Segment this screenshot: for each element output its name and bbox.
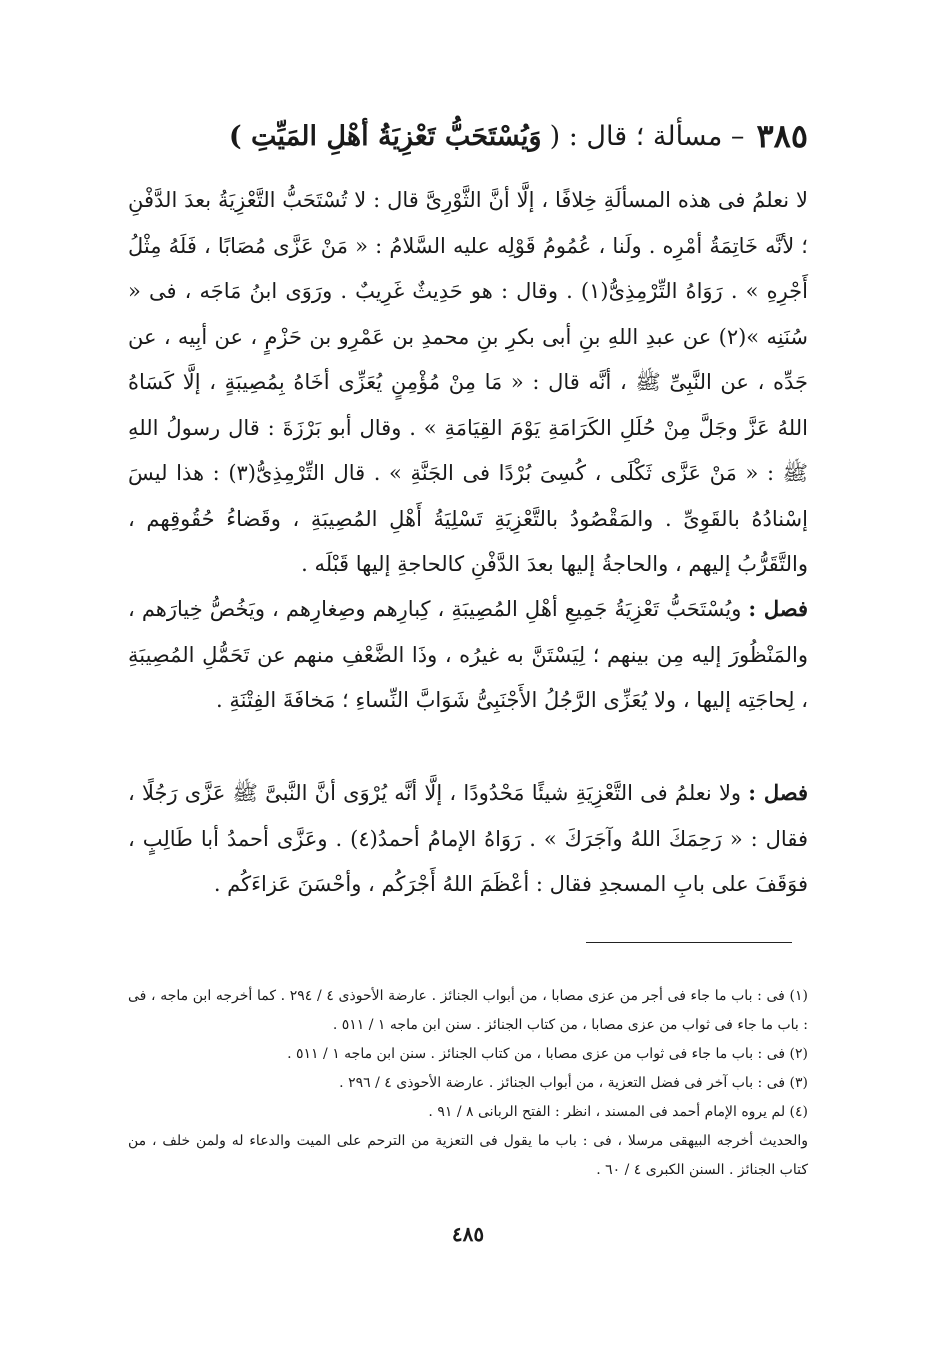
issue-number: ٣٨٥ [756, 117, 808, 155]
issue-heading [228, 112, 808, 160]
footnote-separator [586, 942, 792, 943]
footnote-3: (٣) فى : باب آخر فى فضل التعزية ، من أبواب الجنائز . عارضة الأحوذى ٤ / ٢٩٦ . [339, 1075, 808, 1091]
paragraph-fasl-2 [128, 770, 808, 908]
footnote-4: (٤) لم يروه الإمام أحمد فى المسند ، انظر : الفتح الربانى ٨ / ٩١ . [428, 1104, 808, 1120]
paragraph-text: لا نعلمُ فى هذه المسألَةِ خِلافًا ، إلَّا أنَّ الثَّوْرِىَّ قال : لا تُسْتَحَبُّ التَّعْزِيَةُ بعدَ الدَّفْنِ ؛ لأنَّه خَاتِمَةُ أمْرِه . ولَنا ، عُمُومُ قَوْلِه عليه السَّلامُ : « مَنْ عَزَّى مُصَابًا ، فَلَهُ مِثْلُ أَجْرِهِ » . رَوَاهُ التِّرْمِذِىُّ(١) . وقال : هو حَدِيثٌ غَرِيبٌ . ورَوَى ابنُ مَاجَه ، فى « سُنَنِه »(٢) عن عبدِ اللهِ بنِ أبى بكرِ بنِ محمدِ بن عَمْرِو بن حَزْمٍ ، عن أبِيه ، عن جَدِّه ، عن النَّبِىِّ ﷺ ، أنَّه قال : « مَا مِنْ مُؤْمِنٍ يُعَزِّى أخَاهُ بِمُصِيبَةٍ ، إلَّا كَسَاهُ اللهُ عَزَّ وجَلَّ مِنْ حُلَلِ الكَرَامَةِ يَوْمَ القِيَامَةِ » . وقال أبو بَرْزَةَ : قال رسولُ اللهِ ﷺ : « مَنْ عَزَّى ثَكْلَى ، كُسِىَ بُرْدًا فى الجَنَّةِ » . قال التِّرْمِذِىُّ(٣) : هذا ليسَ إسْنادُهُ بالقَوِىِّ . والمَقْصُودُ بالتَّعْزِيَةِ تَسْلِيَةُ أَهْلِ المُصِيبَةِ ، وقَضاءُ حُقُوقِهم ، والتَّقَرُّبُ إليهم ، والحاجةُ إليها بعدَ الدَّفْنِ كالحاجةِ إليها قَبْلَه . [128, 188, 809, 576]
footnote-1: (١) فى : باب ما جاء فى أجر من عزى مصابا ، من أبواب الجنائز . عارضة الأحوذى ٤ / ٢٩٤ . كما أخرجه ابن ماجه ، فى : باب ما جاء فى ثواب من عزى مصابا ، من كتاب الجنائز . سنن ابن ماجه ١ / ٥١١ . [128, 988, 808, 1033]
fasl-label: فصل : [748, 780, 808, 805]
paragraph-main [128, 178, 808, 588]
paragraph-text: ولا نعلمُ فى التَّعْزِيَةِ شيئًا مَحْدُودًا ، إلَّا أنَّه يُرْوَى أنَّ النَّبىَّ ﷺ عَزَّى رَجُلًا ، فقال : « رَحِمَكَ اللهُ وآجَرَكَ » . رَوَاهُ الإمامُ أحمدُ(٤) . وعَزَّى أحمدُ أبا طَالِبٍ ، فوَقَفَ على بابِ المسجدِ فقال : أعْظَمَ اللهُ أَجْرَكُم ، وأحْسَنَ عَزاءَكُم . [128, 781, 808, 896]
footnotes [128, 982, 808, 1185]
issue-prefix: – مسألة ؛ قال : ( [549, 120, 745, 152]
footnote-note: والحديث أخرجه البيهقى مرسلا ، فى : باب ما يقول فى التعزية من الترحم على الميت والدعاء له ولمن خلف ، من كتاب الجنائز . السنن الكبرى ٤ / ٦٠ . [128, 1133, 809, 1178]
page-number: ٤٨٥ [451, 1222, 485, 1246]
footnote-2: (٢) فى : باب ما جاء فى ثواب من عزى مصابا ، من كتاب الجنائز . سنن ابن ماجه ١ / ٥١١ . [287, 1046, 808, 1062]
paragraph-text: ويُسْتَحَبُّ تَعْزِيَةُ جَمِيعِ أهْلِ المُصِيبَةِ ، كِبارِهم وصِغارِهم ، ويَخُصُّ خِيارَهم ، والمَنْظُورَ إليه مِن بينهم ؛ لِيَسْتَنَّ به غيرُه ، وذَا الضَّعْفِ منهم عن تَحَمُّلِ المُصِيبَةِ ، لِحاجَتِه إليها ، ولا يُعَزِّى الرَّجُلُ الأَجْنَبِىُّ شَوَابَّ النِّساءِ ؛ مَخافَةَ الفِتْنَةِ . [128, 597, 808, 712]
fasl-label: فصل : [748, 596, 808, 621]
issue-topic: وَيُسْتَحَبُّ تَعْزِيَةُ أهْلِ المَيِّتِ ) [228, 120, 542, 152]
paragraph-fasl-1 [128, 586, 808, 724]
